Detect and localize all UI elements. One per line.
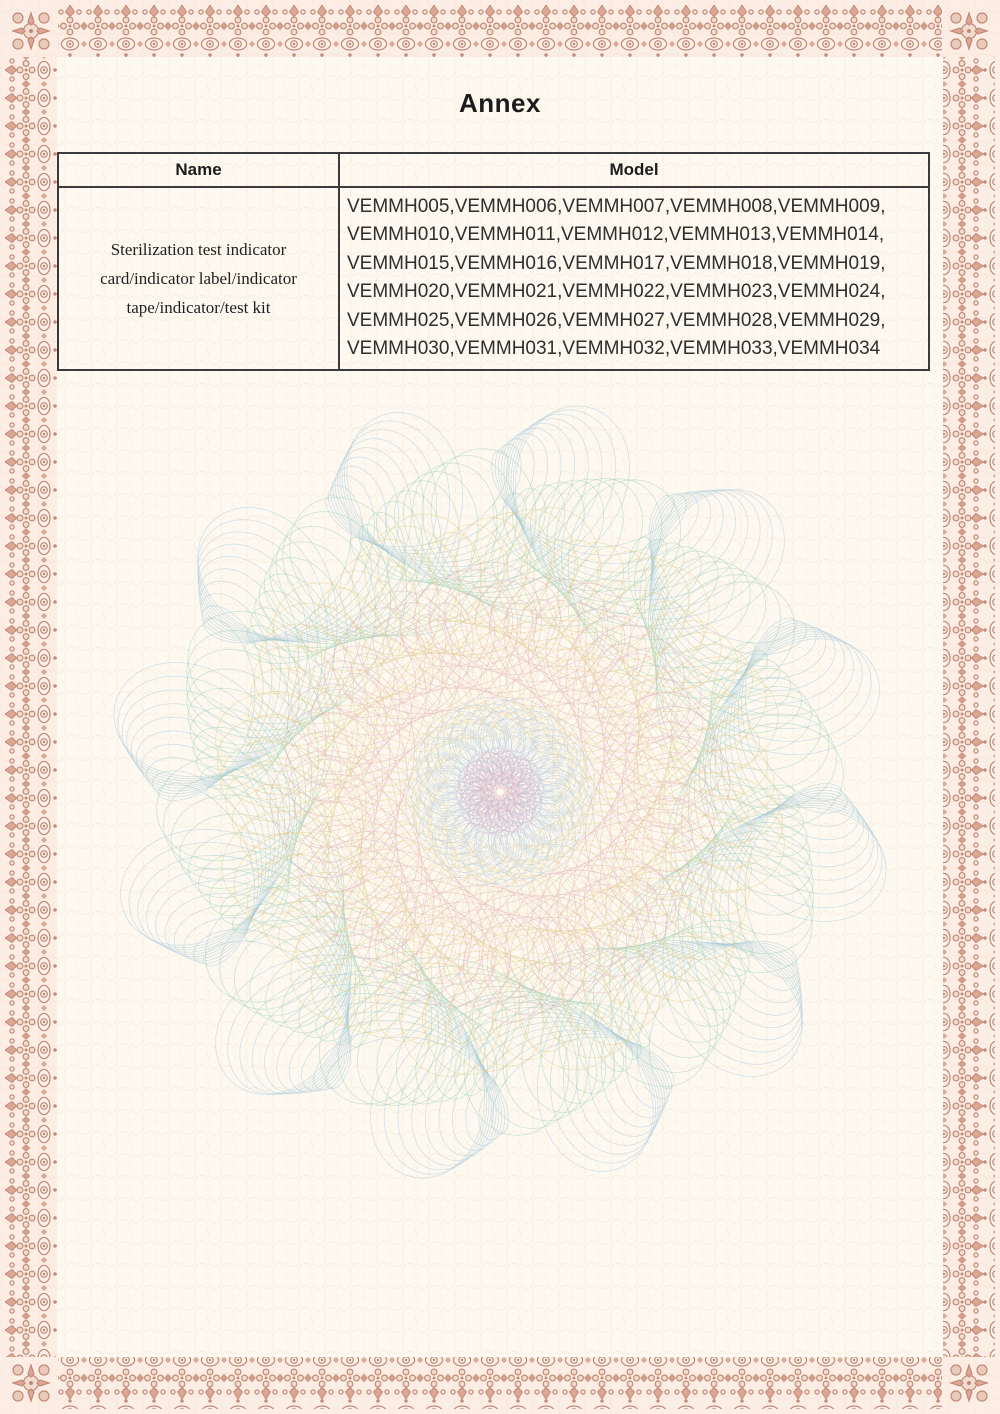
page-title: Annex [459,88,541,118]
name-column-header: Name [58,153,339,187]
model-cell: VEMMH005,VEMMH006,VEMMH007,VEMMH008,VEMMH009, VEMMH010,VEMMH011,VEMMH012,VEMMH013,VEMMH014, VEMMH015,VEMMH016,VEMMH017,VEMMH018,VEMMH019, VEMMH020,VEMMH021,VEMMH022,VEMMH023,VEMMH024, VEMMH025,VEMMH026,VEMMH027,VEMMH028,VEMMH029, VEMMH030,VEMMH031,VEMMH032,VEMMH033,VEMMH034 [339,187,929,370]
table-row [58,187,929,370]
annex-table [57,152,930,371]
table-header-row [58,153,929,187]
name-cell: Sterilization test indicator card/indicator label/indicator tape/indicator/test kit [58,187,339,370]
model-column-header: Model [339,153,929,187]
